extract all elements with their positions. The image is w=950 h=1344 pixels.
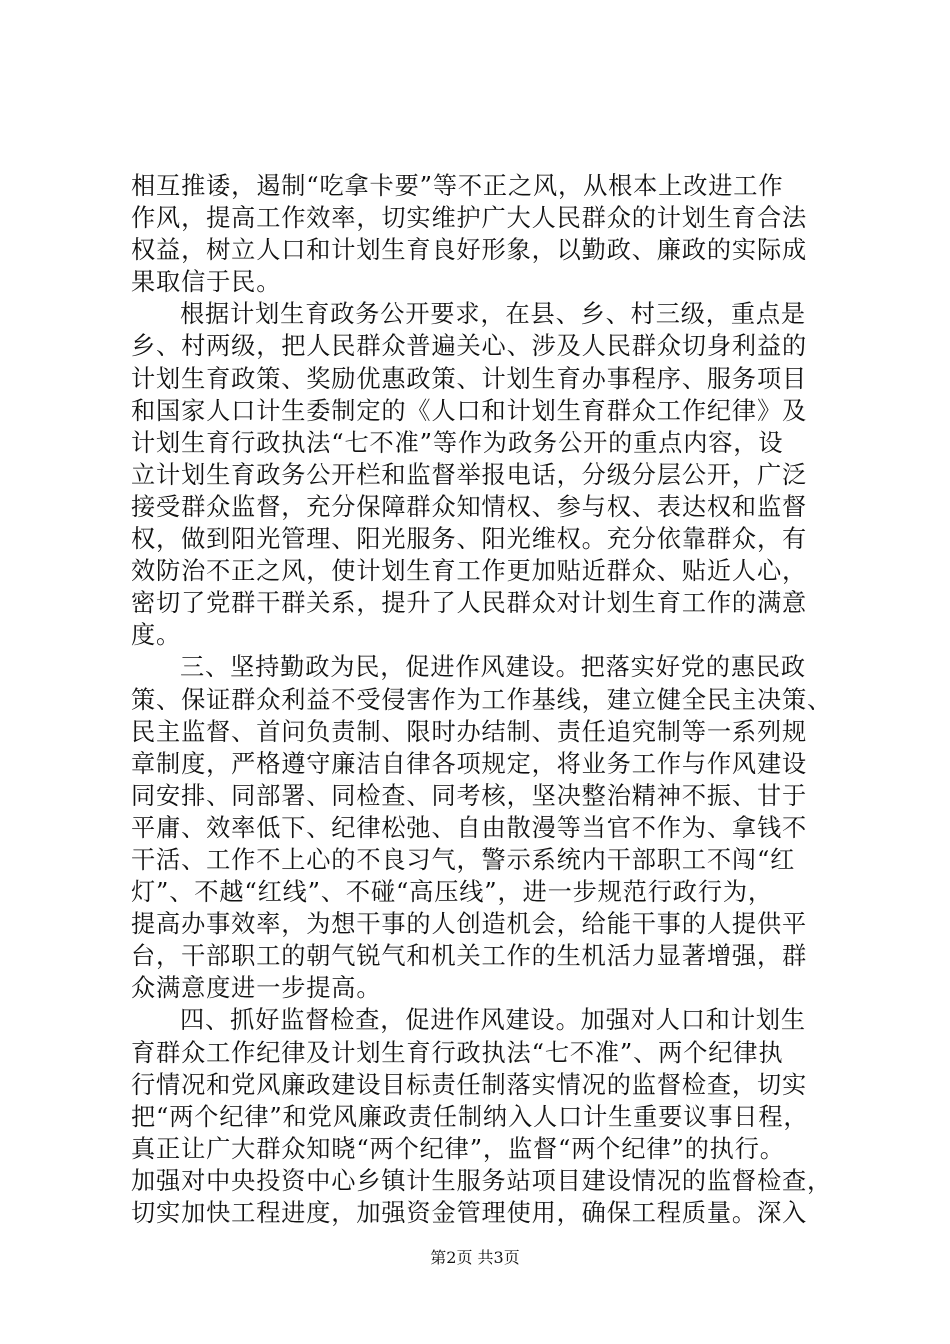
- body-text: [131, 170, 843, 1229]
- text-line: 果取信于民。: [131, 268, 282, 297]
- text-line: 育群众工作纪律及计划生育行政执法“七不准”、两个纪律执: [131, 1038, 784, 1067]
- text-line: 同安排、同部署、同检查、同考核，坚决整治精神不振、甘于: [131, 781, 808, 810]
- text-line: 根据计划生育政务公开要求，在县、乡、村三级，重点是: [180, 300, 806, 329]
- text-line: 策、保证群众利益不受侵害作为工作基线，建立健全民主决策、: [131, 685, 833, 714]
- text-line: 权益，树立人口和计划生育良好形象，以勤政、廉政的实际成: [131, 236, 808, 265]
- text-line: 台，干部职工的朝气锐气和机关工作的生机活力显著增强，群: [131, 942, 808, 971]
- page-footer: 第2页 共3页: [430, 1248, 520, 1267]
- text-line: 切实加快工程进度，加强资金管理使用，确保工程质量。深入: [131, 1199, 808, 1227]
- text-line: 平庸、效率低下、纪律松弛、自由散漫等当官不作为、拿钱不: [131, 813, 808, 842]
- text-line: 计划生育政策、奖励优惠政策、计划生育办事程序、服务项目: [131, 364, 808, 393]
- text-line: 权，做到阳光管理、阳光服务、阳光维权。充分依靠群众，有: [131, 525, 808, 554]
- text-line: 众满意度进一步提高。: [131, 974, 382, 1003]
- text-line: 立计划生育政务公开栏和监督举报电话，分级分层公开，广泛: [131, 460, 808, 489]
- text-line: 提高办事效率，为想干事的人创造机会，给能干事的人提供平: [131, 910, 808, 939]
- text-line: 真正让广大群众知晓“两个纪律”，监督“两个纪律”的执行。: [131, 1134, 785, 1163]
- text-line: 四、抓好监督检查，促进作风建设。加强对人口和计划生: [180, 1006, 806, 1035]
- text-line: 民主监督、首问负责制、限时办结制、责任追究制等一系列规: [131, 717, 808, 746]
- text-line: 把“两个纪律”和党风廉政责任制纳入人口计生重要议事日程，: [131, 1102, 809, 1131]
- text-line: 度。: [131, 621, 182, 650]
- text-line: 三、坚持勤政为民，促进作风建设。把落实好党的惠民政: [180, 653, 806, 682]
- text-line: 和国家人口计生委制定的《人口和计划生育群众工作纪律》及: [131, 396, 808, 425]
- text-line: 章制度，严格遵守廉洁自律各项规定，将业务工作与作风建设: [131, 749, 808, 778]
- text-line: 灯”、不越“红线”、不碰“高压线”，进一步规范行政行为，: [131, 878, 773, 907]
- text-line: 干活、工作不上心的不良习气，警示系统内干部职工不闯“红: [131, 845, 796, 874]
- text-line: 行情况和党风廉政建设目标责任制落实情况的监督检查，切实: [131, 1070, 808, 1099]
- text-line: 乡、村两级，把人民群众普遍关心、涉及人民群众切身利益的: [131, 332, 808, 361]
- text-line: 加强对中央投资中心乡镇计生服务站项目建设情况的监督检查，: [131, 1166, 833, 1195]
- text-line: 相互推诿，遏制“吃拿卡要”等不正之风，从根本上改进工作: [131, 172, 784, 200]
- text-line: 效防治不正之风，使计划生育工作更加贴近群众、贴近人心，: [131, 557, 808, 586]
- text-line: 计划生育行政执法“七不准”等作为政务公开的重点内容，设: [131, 428, 784, 457]
- text-line: 接受群众监督，充分保障群众知情权、参与权、表达权和监督: [131, 492, 808, 521]
- text-line: 密切了党群干群关系，提升了人民群众对计划生育工作的满意: [131, 589, 808, 618]
- text-line: 作风，提高工作效率，切实维护广大人民群众的计划生育合法: [131, 204, 808, 233]
